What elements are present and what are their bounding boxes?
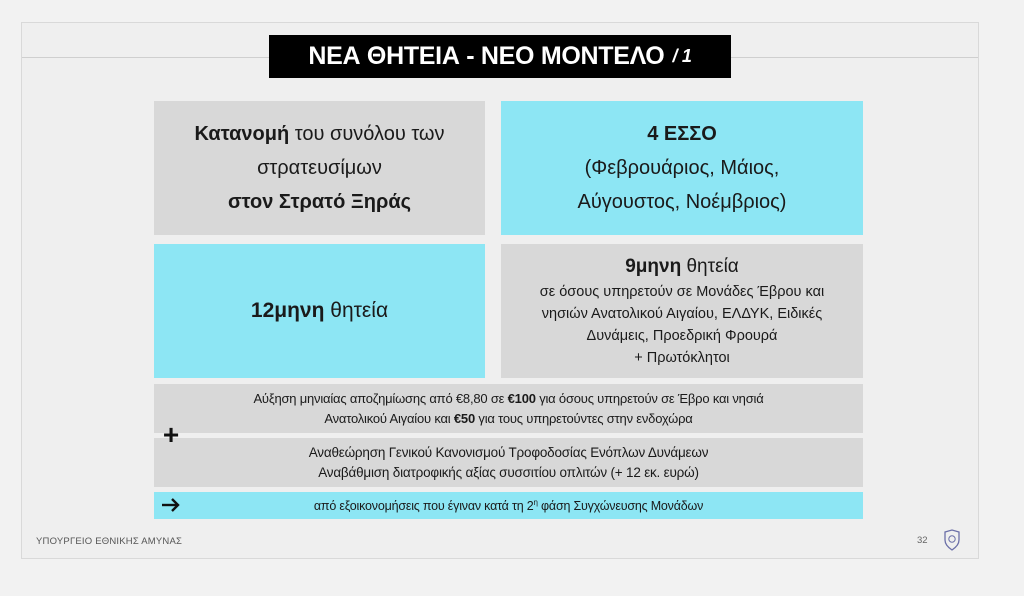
catering-review-row: [154, 438, 863, 487]
catering-review-line-2: Αναβάθμιση διατροφικής αξίας συσσιτίου οπλιτών (+ 12 εκ. ευρώ): [318, 464, 699, 480]
raise-part1: Αύξηση μηνιαίας αποζημίωσης από €8,80 σε: [253, 390, 508, 406]
allowance-raise-line-1: [253, 389, 763, 409]
right-arrow-svg: [161, 497, 181, 513]
service-9-line-2: σε όσους υπηρετούν σε Μονάδες Έβρου και: [539, 284, 825, 300]
esso-line-2: (Φεβρουάριος, Μάιος,: [584, 157, 780, 179]
esso-heading-bold: 4 ΕΣΣΟ: [647, 123, 717, 145]
slide-title-suffix: / 1: [672, 46, 692, 66]
allocation-box: [154, 101, 485, 235]
service-9-line-4: Δυνάμεις, Προεδρική Φρουρά: [586, 328, 778, 344]
catering-review-line-1: Αναθεώρηση Γενικού Κανονισμού Τροφοδοσίας Ενόπλων Δυνάμεων: [308, 444, 709, 460]
savings-row: [154, 492, 863, 519]
raise-part2: για όσους υπηρετούν σε Έβρο και νησιά: [535, 390, 764, 406]
service-9-line-3: νησιών Ανατολικού Αιγαίου, ΕΛΔΥΚ, Ειδικές: [541, 306, 823, 322]
service-12-rest: θητεία: [324, 299, 389, 322]
service-9-rest: θητεία: [681, 256, 739, 277]
service-12-bold: 12μηνη: [250, 299, 325, 322]
raise-part4: για τους υπηρετούντες στην ενδοχώρα: [474, 410, 693, 426]
savings-part1: από εξοικονομήσεις που έγιναν κατά τη 2: [313, 499, 534, 514]
allocation-line3-bold: στον Στρατό Ξηράς: [227, 191, 412, 213]
esso-heading: [647, 117, 717, 151]
plus-icon: +: [162, 419, 180, 450]
service-12-text: [251, 299, 388, 323]
allowance-raise-row: [154, 384, 863, 433]
raise-bold2: €50: [453, 410, 475, 426]
service-9-line-5: + Πρωτόκλητοι: [634, 350, 730, 366]
savings-part2: φάση Συγχώνευσης Μονάδων: [537, 499, 704, 514]
page-number: 32: [917, 535, 928, 546]
slide: [21, 22, 979, 559]
allocation-line-3: [228, 185, 411, 219]
ministry-emblem-icon: [943, 529, 961, 551]
service-9-heading: [625, 253, 739, 281]
service-12-box: [154, 244, 485, 378]
slide-title: [269, 35, 731, 78]
allowance-raise-line-2: [324, 409, 692, 429]
slide-title-text: ΝΕΑ ΘΗΤΕΙΑ - ΝΕΟ ΜΟΝΤΕΛΟ: [308, 42, 665, 70]
right-arrow-icon: [158, 493, 184, 517]
allocation-line-2: στρατευσίμων: [257, 157, 382, 179]
service-9-bold: 9μηνη: [625, 256, 682, 277]
footer-ministry-name: ΥΠΟΥΡΓΕΙΟ ΕΘΝΙΚΗΣ ΑΜΥΝΑΣ: [36, 536, 183, 547]
esso-box: [501, 101, 863, 235]
service-9-box: [501, 244, 863, 378]
raise-bold1: €100: [507, 390, 536, 406]
raise-part3: Ανατολικού Αιγαίου και: [324, 410, 454, 426]
allocation-line-1: [194, 117, 444, 151]
esso-line-3: Αύγουστος, Νοέμβριος): [577, 191, 787, 213]
allocation-bold-lead: Κατανομή: [194, 123, 290, 145]
allocation-line1-rest: του συνόλου των: [289, 123, 445, 145]
savings-superscript: η: [533, 497, 538, 507]
savings-text: [314, 498, 703, 513]
